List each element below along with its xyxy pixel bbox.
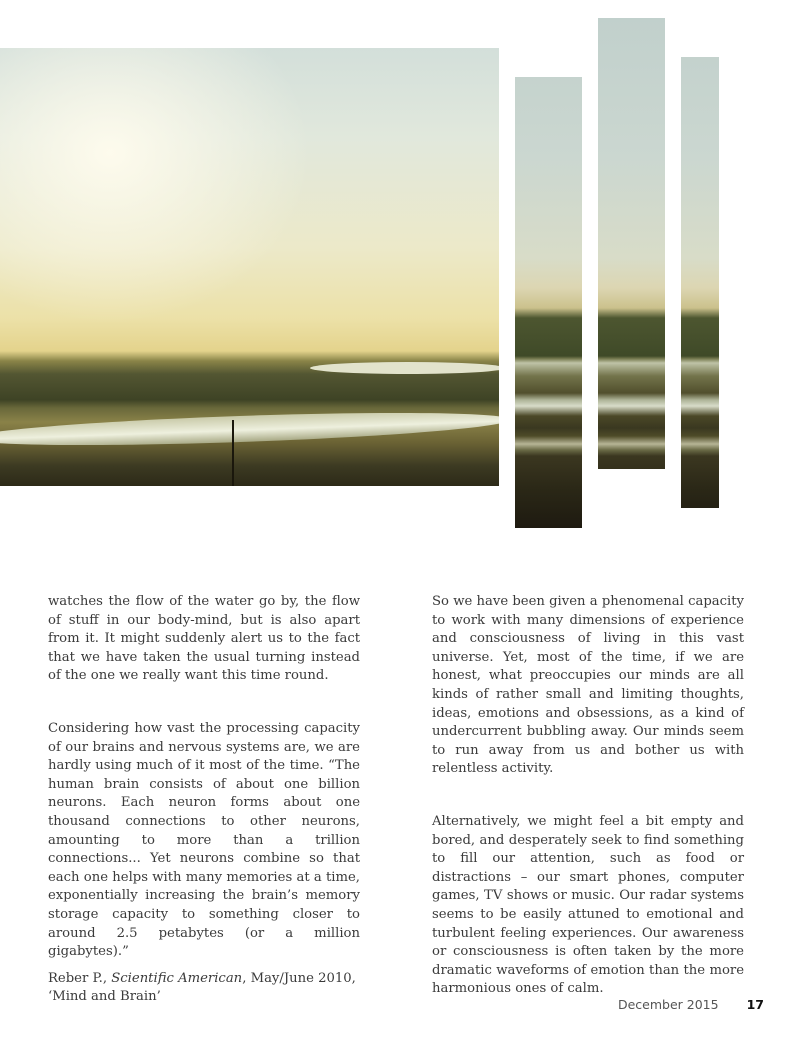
- citation-author: Reber P.,: [48, 970, 112, 986]
- river-reflection: [310, 362, 499, 374]
- page-footer: [618, 997, 764, 1012]
- paragraph: Considering how vast the processing capacity of our brains and nervous systems are, we are hardly using much of it most of the time. “The human brain consists of about one billion neurons. Each neuron forms about one thousand connections to other neurons, amounting to more than a trillion connections... Yet neurons combine so that each one helps with many memories at a time, exponentially increasing the brain’s memory storage capacity to something closer to around 2.5 petabytes (or a million gigabytes).”: [48, 720, 360, 960]
- issue-date: December 2015: [617, 997, 719, 1012]
- citation-details: , May/June 2010, ‘Mind and Brain’: [48, 970, 356, 1005]
- landscape-photo: [0, 48, 499, 486]
- left-text-column: [48, 593, 360, 1007]
- fence-pole: [232, 420, 234, 486]
- photo-slice: [598, 18, 665, 469]
- paragraph: So we have been given a phenomenal capacity to work with many dimensions of experience and consciousness of living in this vast universe. Yet, most of the time, if we are honest, what preoccupies our minds are all kinds of rather small and limiting thoughts, ideas, emotions and obsessions, as a kind of undercurrent bubbling away. Our minds seem to run away from us and bother us with relentless activity.: [432, 594, 744, 777]
- photo-slice: [515, 77, 582, 528]
- right-text-column: [432, 593, 744, 999]
- citation-journal: Scientific American: [111, 970, 243, 986]
- citation: [48, 970, 360, 1007]
- photo-slice: [681, 57, 719, 508]
- page-number: 17: [746, 997, 764, 1012]
- paragraph: watches the flow of the water go by, the flow of stuff in our body-mind, but is also apart from it. It might suddenly alert us to the fact that we have taken the usual turning instead of the one we really want this time round.: [48, 594, 360, 684]
- paragraph: Alternatively, we might feel a bit empty and bored, and desperately seek to find something to fill our attention, such as food or distractions – our smart phones, computer games, TV shows or music. Our radar systems seems to be easily attuned to emotional and turbulent feeling experiences. Our awareness or consciousness is often taken by the more dramatic waveforms of emotion than the more harmonious ones of calm.: [432, 813, 744, 997]
- river-reflection: [0, 407, 499, 452]
